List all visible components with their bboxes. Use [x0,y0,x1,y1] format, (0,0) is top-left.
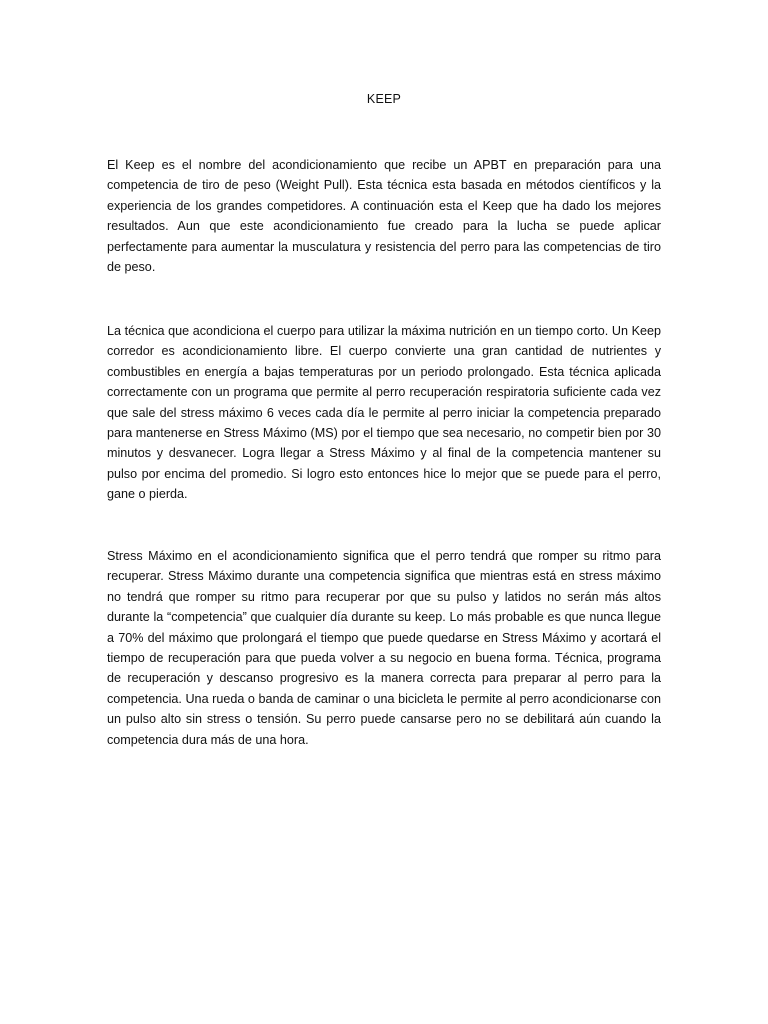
paragraph-1: El Keep es el nombre del acondicionamiento que recibe un APBT en preparación para una competencia de tiro de peso (Weight Pull). Esta técnica esta basada en métodos científicos y la experiencia de los grandes competidores. A continuación esta el Keep que ha dado los mejores resultados. Aun que este acondicionamiento fue creado para la lucha se puede aplicar perfectamente para aumentar la musculatura y resistencia del perro para las competencias de tiro de peso. [107,158,661,275]
document-title: KEEP [366,92,402,106]
paragraph-3: Stress Máximo en el acondicionamiento significa que el perro tendrá que romper su ritmo para recuperar. Stress Máximo durante una competencia significa que mientras está en stress máximo no tendrá que romper su ritmo para recuperar por que su pulso y latidos no serán más altos durante la “competencia” que cualquier día durante su keep. Lo más probable es que nunca llegue a 70% del máximo que prolongará el tiempo que puede quedarse en Stress Máximo y acortará el tiempo de recuperación para que pueda volver a su negocio en buena forma. Técnica, programa de recuperación y descanso progresivo es la manera correcta para preparar al perro para la competencia. Una rueda o banda de caminar o una bicicleta le permite al perro acondicionarse con un pulso alto sin stress o tensión. Su perro puede cansarse pero no se debilitará aún cuando la competencia dura más de una hora. [107,549,661,747]
paragraph-2: La técnica que acondiciona el cuerpo para utilizar la máxima nutrición en un tiempo corto. Un Keep corredor es acondicionamiento libre. El cuerpo convierte una gran cantidad de nutrientes y combustibles en energía a bajas temperaturas por un periodo prolongado. Esta técnica aplicada correctamente con un programa que permite al perro recuperación respiratoria suficiente cada vez que sale del stress máximo 6 veces cada día le permite al perro iniciar la competencia preparado para mantenerse en Stress Máximo (MS) por el tiempo que sea necesario, no competir bien por 30 minutos y desvanecer. Logra llegar a Stress Máximo y al final de la competencia mantener su pulso por encima del promedio. Si logro esto entonces hice lo mejor que se puede para el perro, gane o pierda. [107,324,661,502]
